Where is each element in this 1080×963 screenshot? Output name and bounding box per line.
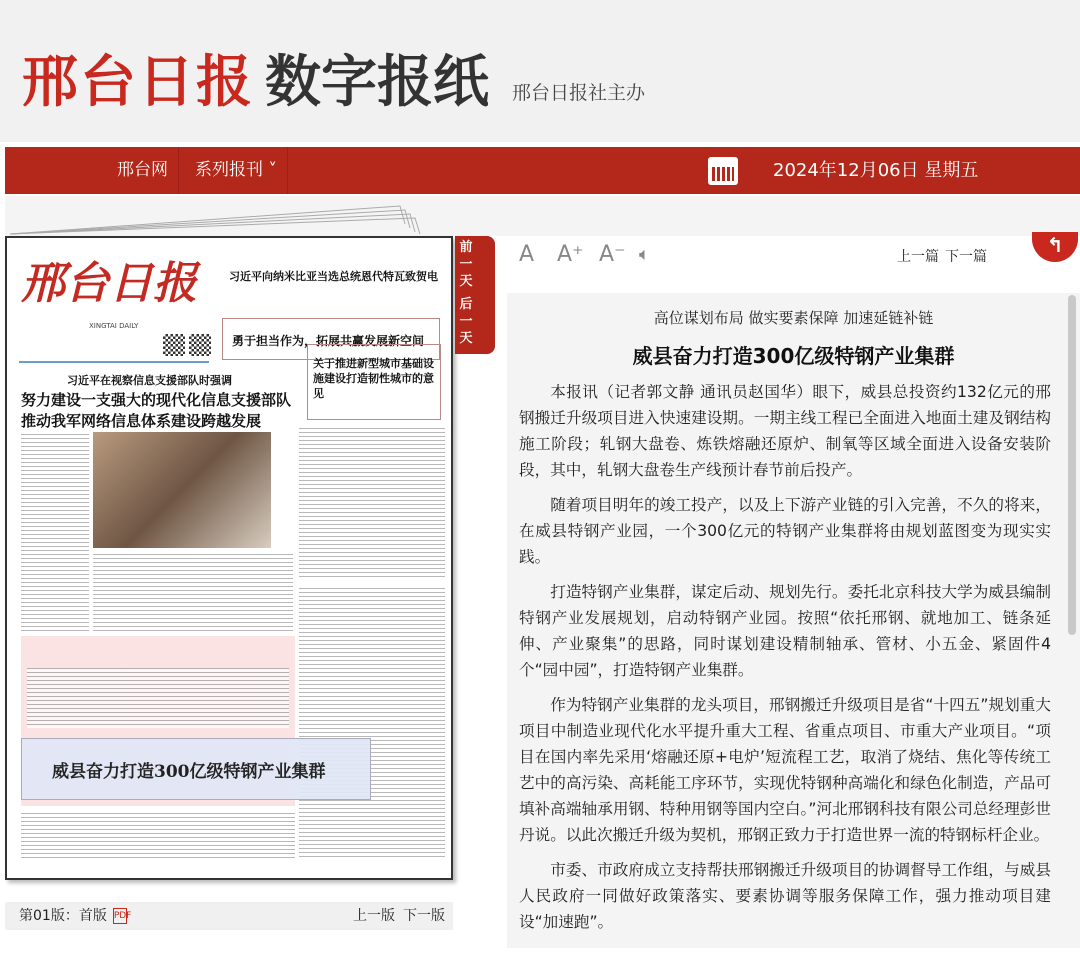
page-footer [5,902,453,930]
page-label: 第01版：首版 [19,908,107,924]
highlighted-article[interactable]: 威县奋力打造300亿级特钢产业集群 [21,738,371,800]
paragraph: 随着项目明年的竣工投产，以及上下游产业链的引入完善，不久的将来，在威县特钢产业园，一个300亿元的特钢产业集群将由规划蓝图变为现实实践。 [519,496,1051,566]
prev-day-tab[interactable]: 前一天 [459,240,473,289]
headline[interactable]: 勇于担当作为，拓展共赢发展新空间 [232,334,425,348]
prev-article-link[interactable]: 上一篇 [897,249,939,265]
news-photo[interactable] [93,432,271,548]
next-article-link[interactable]: 下一篇 [945,249,987,265]
nav-xingtai-net[interactable]: 邢台网 [107,147,179,194]
font-normal-button[interactable]: A [519,242,535,267]
article-panel [507,293,1080,948]
paragraph: 作为特钢产业集群的龙头项目，邢钢搬迁升级项目是省“十四五”规划重大项目中制造业现代化水平提升重大工程、省重点项目、市重大产业项目。“项目在国内率先采用‘熔融还原+电炉’短流程工艺，取消了烧结、焦化等传统工艺中的高污染、高耗能工序环节，实现优特钢种高端化和绿色化制造，产品可填补高端轴承用钢、特种用钢等国内空白。”河北邢钢科技有限公司总经理彭世丹说。以此次搬迁升级为契机，邢钢正致力于打造世界一流的特钢标杆企业。 [519,696,1051,844]
nav-bar [5,147,1080,194]
page-stack [5,196,1080,236]
font-increase-button[interactable]: A⁺ [557,242,584,267]
scrollbar[interactable] [1068,295,1076,635]
article-title: 威县奋力打造300亿级特钢产业集群 [632,344,955,368]
back-arrow-icon: ↰ [1046,233,1064,257]
font-decrease-button[interactable]: A⁻ [599,242,626,267]
date: 2024年12月06日 星期五 [773,160,979,181]
article-subtitle: 高位谋划布局 做实要素保障 加速延链补链 [653,309,934,327]
day-tabs [455,236,495,354]
headline[interactable]: 习近平向纳米比亚当选总统恩代特瓦致贺电 [229,270,438,283]
speaker-icon[interactable]: 🔈︎ [639,244,650,265]
headline[interactable]: 习近平在视察信息支援部队时强调 [67,374,232,387]
qr-code [189,334,211,356]
article-body [507,379,1067,935]
paragraph: 本报讯（记者郭文静 通讯员赵国华）眼下，威县总投资约132亿元的邢钢搬迁升级项目进入快速建设期。一期主线工程已全面进入地面土建及钢结构施工阶段；轧钢大盘卷、炼铁熔融还原炉、制氧等区域全面进入设备安装阶段，其中，轧钢大盘卷生产线预计春节前后投产。 [519,383,1051,479]
headline[interactable]: 推动我军网络信息体系建设跨越发展 [21,412,262,430]
headline[interactable]: 努力建设一支强大的现代化信息支援部队 [21,391,292,409]
logo-main: 邢台日报 [22,49,254,115]
pdf-icon[interactable]: PDF [113,908,127,924]
nav-series[interactable]: 系列报刊 ˅ [185,147,288,194]
calendar-icon[interactable] [708,157,738,185]
masthead: 邢台日报 [21,258,197,309]
site-header [0,0,1080,142]
masthead-en: XINGTAI DAILY [89,322,139,330]
next-day-tab[interactable]: 后一天 [459,297,473,346]
organizer: 邢台日报社主办 [512,82,646,104]
qr-code [163,334,185,356]
logo-sub: 数字报纸 [265,49,489,115]
newspaper-page[interactable] [5,236,453,880]
paragraph: 市委、市政府成立支持帮扶邢钢搬迁升级项目的协调督导工作组，与威县人民政府一同做好政策落实、要素协调等服务保障工作，强力推动项目建设“加速跑”。 [519,861,1051,931]
article-toolbar [505,238,1080,274]
paragraph: 打造特钢产业集群，谋定后动、规划先行。委托北京科技大学为威县编制特钢产业发展规划，启动特钢产业园。按照“依托邢钢、就地加工、链条延伸、产业聚集”的思路，同时谋划建设精制轴承、管材、小五金、紧固件4个“园中园”，打造特钢产业集群。 [519,583,1051,679]
headline[interactable]: 关于推进新型城市基础设施建设打造韧性城市的意见 [313,357,434,400]
next-page-link[interactable]: 下一版 [403,908,445,924]
prev-page-link[interactable]: 上一版 [353,908,395,924]
